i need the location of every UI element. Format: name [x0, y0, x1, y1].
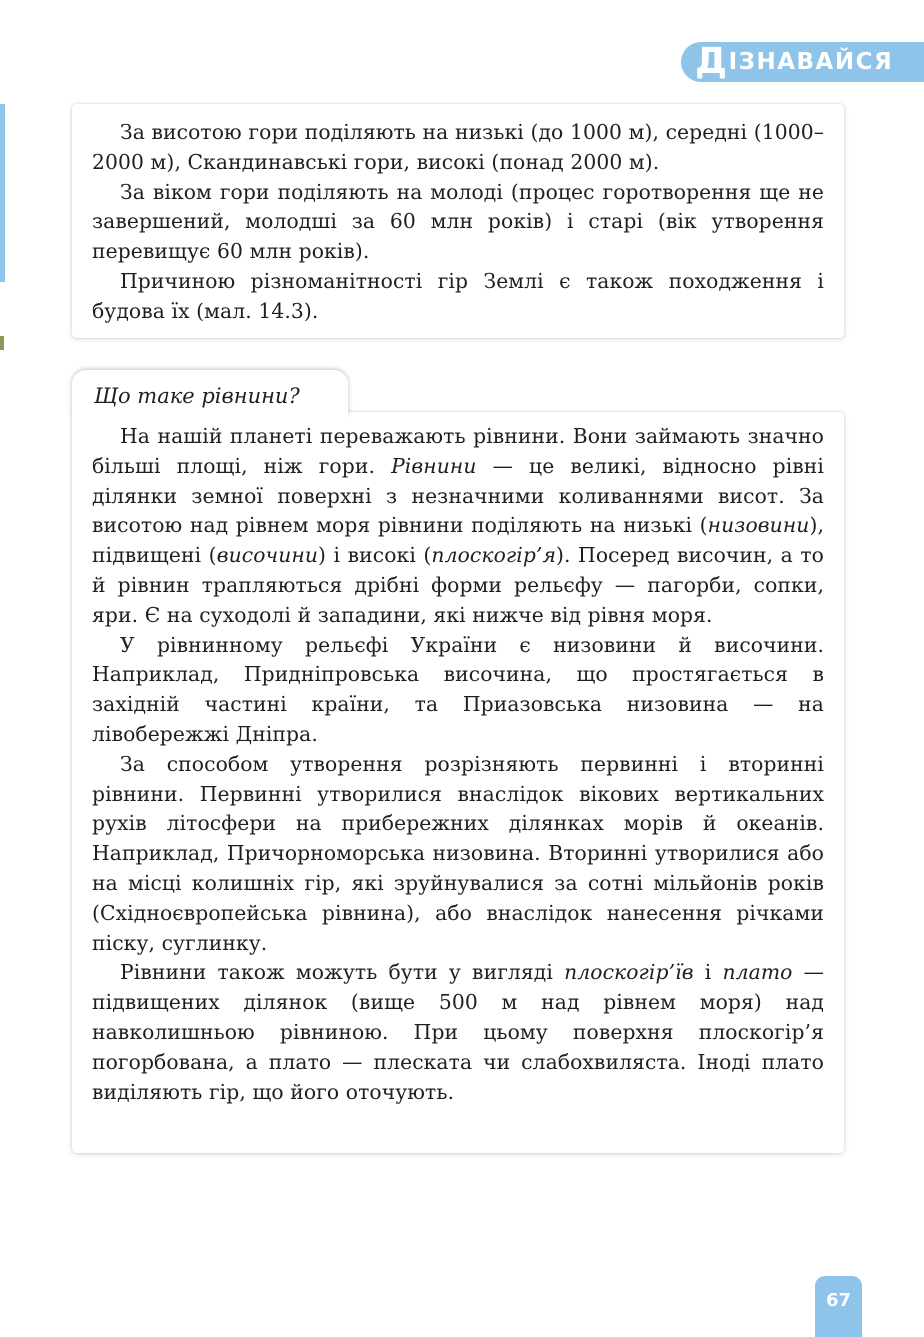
text-run: На нашій планеті переважають рівнини. Вони займають значно більші площі, ніж гори. [92, 424, 824, 478]
text-run: Рівнини також можуть бути у вигляді [120, 960, 565, 985]
paragraph: У рівнинному рельєфі України є низовини й височини. Наприклад, Придніпровська височина, що простягається в західній частині країни, та Приазовська низовина — на лівобережжі Дніпра. [92, 632, 824, 746]
paragraph [92, 422, 824, 631]
text-run: ). Посеред височин, а то й рівнин трапляються дрібні форми рельєфу — пагорби, сопки, яри. Є на суходолі й западини, які нижче від рівня моря. [92, 543, 824, 627]
page-number: 67 [815, 1276, 862, 1337]
term-italic: низовини [707, 513, 810, 538]
info-card-mountains-text [92, 118, 824, 327]
section-header-first-letter: Д [695, 41, 729, 82]
paragraph: За віком гори поділяють на молоді (процес горотворення ще не завершений, молодші за 60 млн років) і старі (вік утворення перевищує 60 млн років). [92, 179, 824, 264]
paragraph: Причиною різноманітності гір Землі є також походження і будова їх (мал. 14.3). [92, 268, 824, 323]
info-card-mountains [72, 104, 844, 338]
text-run: ), підвищені ( [92, 513, 824, 568]
term-italic: Рівнини [391, 453, 477, 478]
question-tab-joint [72, 408, 348, 420]
side-accent-strip [0, 104, 5, 282]
info-card-plains [72, 412, 844, 1153]
term-italic: плоскогір’я [431, 543, 556, 568]
section-header-tab [681, 42, 924, 82]
paragraph [92, 958, 824, 1107]
paragraph: За висотою гори поділяють на низькі (до 1000 м), середні (1000–2000 м), Скандинавські гори, високі (понад 2000 м). [92, 120, 824, 174]
term-italic: плато [722, 960, 793, 985]
term-italic: височини [216, 543, 319, 568]
text-run: — підвищених ділянок (вище 500 м над рівнем моря) над навколишньою рівниною. При цьому поверхня плоскогір’я погорбована, а плато — плеската чи слабохвиляста. Іноді плато виділяють гір, що його оточують. [92, 960, 824, 1104]
section-header-rest: ІЗНАВАЙСЯ [728, 49, 894, 75]
text-run: і [693, 960, 723, 985]
text-run: ) і високі ( [318, 543, 432, 568]
term-italic: плоскогір’їв [564, 960, 694, 985]
info-card-plains-text [92, 422, 824, 1107]
question-heading: Що таке рівнини? [94, 384, 300, 408]
text-run: — це великі, відносно рівні ділянки земної поверхні з незначними коливаннями висот. За висотою над рівнем моря рівнини поділяють на низькі ( [92, 453, 825, 538]
side-marker [0, 336, 4, 350]
paragraph: За способом утворення розрізняють первинні і вторинні рівнини. Первинні утворилися внаслідок вікових вертикальних рухів літосфери на прибережних ділянках морів й океанів. Наприклад, Причорноморська низовина. Вторинні утворилися або на місці колишніх гір, які зруйнувалися за сотні мільйонів років (Східноєвропейська рівнина), або внаслідок нанесення річками піску, суглинку. [92, 751, 824, 955]
